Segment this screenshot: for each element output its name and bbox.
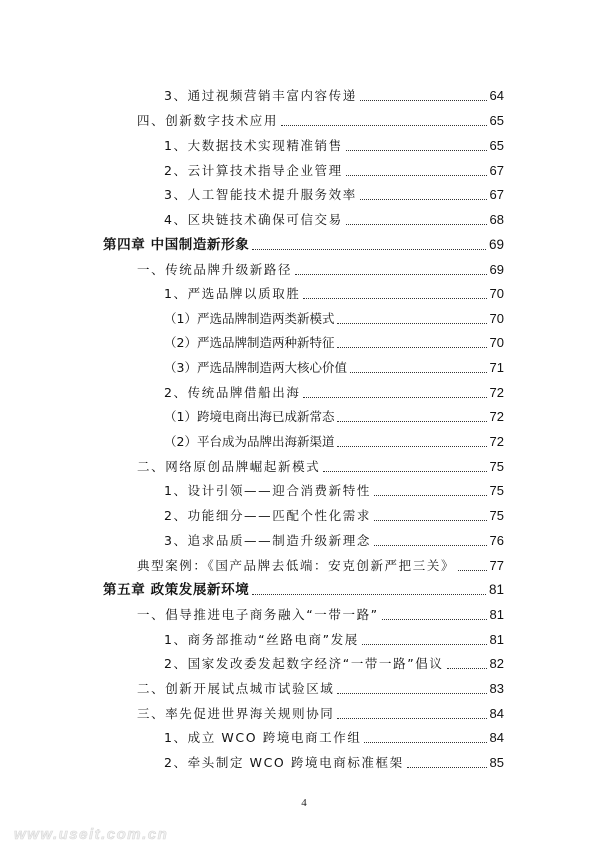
toc-page-number: 69 bbox=[488, 237, 504, 252]
site-watermark: www.useit.com.cn bbox=[14, 826, 169, 843]
toc-entry-title: 二、创新开展试点城市试验区域 bbox=[137, 681, 335, 696]
toc-chapter-title: 第四章 中国制造新形象 bbox=[103, 237, 250, 253]
toc-entry-title: 2、牵头制定 WCO 跨境电商标准框架 bbox=[164, 755, 404, 770]
toc-entry[interactable] bbox=[137, 605, 504, 625]
toc-entry-title: 1、设计引领——迎合消费新特性 bbox=[164, 483, 371, 498]
toc-leader-dots bbox=[458, 570, 486, 571]
toc-entry-title: 4、区块链技术确保可信交易 bbox=[164, 212, 343, 227]
toc-entry[interactable] bbox=[164, 407, 504, 427]
toc-entry-title: 2、国家发改委发起数字经济“一带一路”倡议 bbox=[164, 656, 444, 671]
page-footer-number: 4 bbox=[301, 797, 307, 809]
toc-entry[interactable] bbox=[137, 679, 504, 699]
toc-leader-dots bbox=[346, 224, 487, 225]
toc-leader-dots bbox=[374, 495, 487, 496]
toc-entry[interactable] bbox=[164, 728, 504, 748]
toc-entry[interactable] bbox=[164, 136, 504, 156]
toc-entry-title: 典型案例：《国产品牌去低端：安克创新严把三关》 bbox=[137, 558, 456, 573]
toc-entry-title: 二、网络原创品牌崛起新模式 bbox=[137, 459, 321, 474]
toc-page-number: 65 bbox=[489, 113, 504, 128]
toc-page-number: 72 bbox=[489, 409, 504, 424]
toc-entry[interactable] bbox=[164, 432, 504, 452]
toc-entry[interactable] bbox=[164, 185, 504, 205]
toc-entry-title: 3、人工智能技术提升服务效率 bbox=[164, 187, 357, 202]
toc-leader-dots bbox=[337, 446, 486, 447]
toc-entry[interactable] bbox=[164, 86, 504, 106]
toc-entry[interactable] bbox=[137, 556, 504, 576]
toc-entry[interactable] bbox=[164, 284, 504, 304]
toc-page-number: 70 bbox=[489, 286, 504, 301]
toc-page-number: 72 bbox=[489, 385, 504, 400]
toc-leader-dots bbox=[337, 718, 486, 719]
toc-leader-dots bbox=[303, 397, 486, 398]
toc-leader-dots bbox=[374, 520, 487, 521]
toc-entry[interactable] bbox=[137, 260, 504, 280]
toc-leader-dots bbox=[350, 372, 487, 373]
toc-page-number: 75 bbox=[489, 508, 504, 523]
toc-page-number: 76 bbox=[489, 533, 504, 548]
toc-page-number: 85 bbox=[489, 755, 504, 770]
toc-entry-title: 3、通过视频营销丰富内容传递 bbox=[164, 88, 357, 103]
toc-page-number: 68 bbox=[489, 212, 504, 227]
toc-page-number: 71 bbox=[489, 360, 504, 375]
toc-entry[interactable] bbox=[164, 753, 504, 773]
toc-leader-dots bbox=[252, 249, 486, 250]
toc-entry[interactable] bbox=[137, 704, 504, 724]
toc-chapter-entry[interactable] bbox=[103, 235, 504, 255]
toc-entry-title: 四、创新数字技术应用 bbox=[137, 113, 279, 128]
toc-entry[interactable] bbox=[164, 210, 504, 230]
toc-entry-title: 一、倡导推进电子商务融入“一带一路” bbox=[137, 607, 379, 622]
toc-entry[interactable] bbox=[137, 111, 504, 131]
toc-page-number: 72 bbox=[489, 434, 504, 449]
toc-leader-dots bbox=[337, 421, 486, 422]
toc-leader-dots bbox=[364, 742, 486, 743]
toc-entry-title: 1、大数据技术实现精准销售 bbox=[164, 138, 343, 153]
toc-entry-title: 一、传统品牌升级新路径 bbox=[137, 262, 293, 277]
toc-leader-dots bbox=[303, 298, 486, 299]
toc-page-number: 77 bbox=[489, 558, 504, 573]
toc-leader-dots bbox=[323, 471, 486, 472]
toc-entry[interactable] bbox=[164, 358, 504, 378]
toc-entry-title: 三、率先促进世界海关规则协同 bbox=[137, 706, 335, 721]
toc-entry[interactable] bbox=[164, 161, 504, 181]
toc-page-number: 84 bbox=[489, 730, 504, 745]
toc-leader-dots bbox=[281, 125, 487, 126]
toc-leader-dots bbox=[252, 594, 486, 595]
toc-page-number: 81 bbox=[488, 582, 504, 597]
toc-entry-title: （1）严选品牌制造两类新模式 bbox=[164, 311, 335, 326]
toc-page-number: 65 bbox=[489, 138, 504, 153]
toc-page-number: 82 bbox=[489, 656, 504, 671]
toc-entry[interactable] bbox=[164, 630, 504, 650]
toc-entry[interactable] bbox=[164, 481, 504, 501]
toc-chapter-title: 第五章 政策发展新环境 bbox=[103, 582, 250, 598]
toc-leader-dots bbox=[295, 274, 486, 275]
toc-leader-dots bbox=[382, 619, 487, 620]
toc-page-number: 67 bbox=[489, 187, 504, 202]
toc-entry-title: 1、严选品牌以质取胜 bbox=[164, 286, 301, 301]
toc-entry[interactable] bbox=[164, 506, 504, 526]
toc-entry[interactable] bbox=[164, 383, 504, 403]
toc-leader-dots bbox=[374, 545, 487, 546]
toc-page-number: 81 bbox=[489, 607, 504, 622]
toc-page-number: 83 bbox=[489, 681, 504, 696]
toc-leader-dots bbox=[447, 668, 487, 669]
toc-leader-dots bbox=[337, 347, 486, 348]
toc-page-number: 69 bbox=[489, 262, 504, 277]
toc-entry-title: 1、成立 WCO 跨境电商工作组 bbox=[164, 730, 362, 745]
toc-entry-title: 3、追求品质——制造升级新理念 bbox=[164, 533, 371, 548]
toc-page-number: 70 bbox=[489, 335, 504, 350]
toc-page-number: 75 bbox=[489, 459, 504, 474]
toc-page-number: 67 bbox=[489, 163, 504, 178]
toc-entry-title: （2）严选品牌制造两种新特征 bbox=[164, 335, 335, 350]
toc-entry-title: （3）严选品牌制造两大核心价值 bbox=[164, 360, 347, 375]
toc-leader-dots bbox=[346, 150, 487, 151]
toc-entry-title: （2）平台成为品牌出海新渠道 bbox=[164, 434, 335, 449]
toc-leader-dots bbox=[407, 767, 487, 768]
toc-entry[interactable] bbox=[164, 654, 504, 674]
toc-page-number: 64 bbox=[489, 88, 504, 103]
toc-page-number: 84 bbox=[489, 706, 504, 721]
toc-leader-dots bbox=[360, 100, 487, 101]
toc-chapter-entry[interactable] bbox=[103, 580, 504, 600]
toc-entry[interactable] bbox=[164, 309, 504, 329]
toc-leader-dots bbox=[346, 175, 487, 176]
toc-page-number: 75 bbox=[489, 483, 504, 498]
toc-page-number: 70 bbox=[489, 311, 504, 326]
toc-entry-title: 2、功能细分——匹配个性化需求 bbox=[164, 508, 371, 523]
toc-entry[interactable] bbox=[137, 457, 504, 477]
toc-entry-title: 1、商务部推动“丝路电商”发展 bbox=[164, 632, 359, 647]
toc-entry[interactable] bbox=[164, 333, 504, 353]
toc-entry-title: 2、云计算技术指导企业管理 bbox=[164, 163, 343, 178]
toc-leader-dots bbox=[362, 644, 487, 645]
toc-entry[interactable] bbox=[164, 531, 504, 551]
toc-page-number: 81 bbox=[489, 632, 504, 647]
toc-leader-dots bbox=[337, 693, 486, 694]
toc-leader-dots bbox=[337, 323, 486, 324]
toc-entry-title: 2、传统品牌借船出海 bbox=[164, 385, 301, 400]
toc-leader-dots bbox=[360, 199, 487, 200]
toc-entry-title: （1）跨境电商出海已成新常态 bbox=[164, 409, 335, 424]
